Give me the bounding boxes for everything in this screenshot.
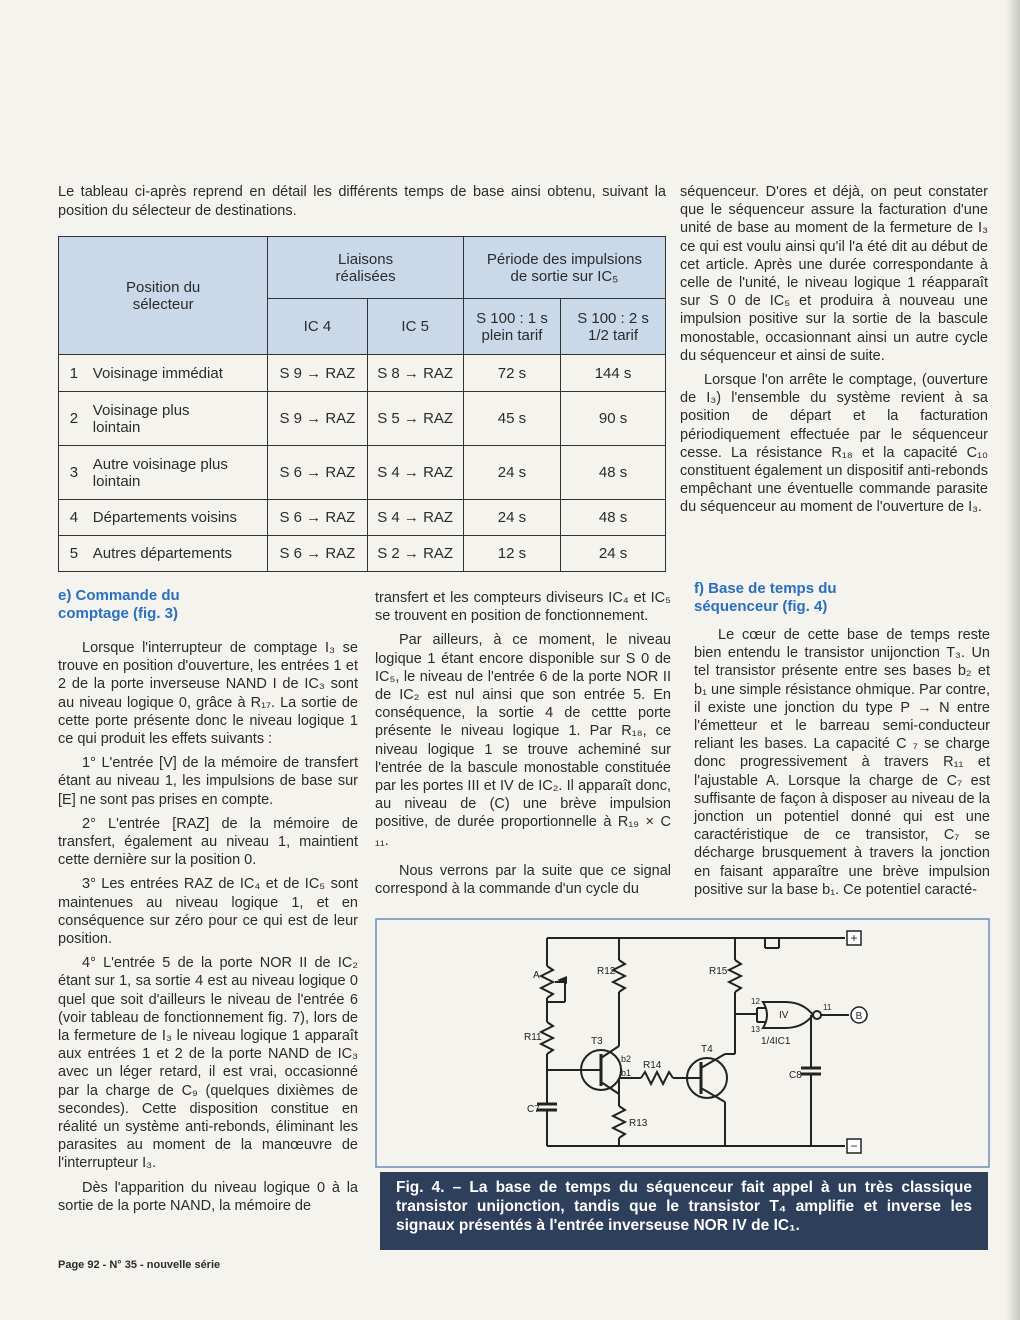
label-pin13: 13 — [751, 1025, 760, 1034]
paragraph: 2° L'entrée [RAZ] de la mémoire de transfert, également au niveau 1, maintient cette dernière sur la position 0. — [58, 815, 358, 869]
header-position: Position du sélecteur — [59, 237, 268, 355]
paragraph: 1° L'entrée [V] de la mémoire de transfert étant au niveau 1, les impulsions de base sur [E] ne sont pas prises en compte. — [58, 755, 358, 808]
section-e — [58, 587, 358, 1221]
row-ic5: S 4 → RAZ — [367, 500, 463, 536]
destination-table — [58, 236, 666, 572]
label-b1: b1 — [621, 1068, 632, 1078]
row-ic5: S 5 → RAZ — [367, 392, 463, 446]
row-t2: 144 s — [561, 355, 666, 392]
table-row — [59, 500, 666, 536]
row-t1: 24 s — [463, 500, 560, 536]
label-plus: + — [850, 931, 858, 945]
fig4-schematic — [375, 918, 990, 1168]
row-ic4: S 9 → RAZ — [268, 392, 367, 446]
table-row — [59, 355, 666, 392]
row-t2: 48 s — [561, 446, 666, 500]
label-minus: − — [850, 1139, 858, 1153]
resistor-R14 — [641, 1072, 673, 1084]
row-ic4: S 6 → RAZ — [268, 446, 367, 500]
row-t1: 12 s — [463, 536, 560, 572]
paragraph: Nous verrons par la suite que ce signal correspond à la commande d'un cycle du — [375, 862, 671, 898]
row-label: Autres départements — [89, 536, 268, 572]
row-ic5: S 8 → RAZ — [367, 355, 463, 392]
table-row — [59, 392, 666, 446]
intro-text: Le tableau ci-après reprend en détail les différents temps de base ainsi obtenu, suivant la position du sélecteur de destinations. — [58, 184, 666, 219]
paragraph: séquenceur. D'ores et déjà, on peut constater que le séquenceur assure la facturation d'une unité de base au moment de la fermeture de I₃ ce qui est voulu ainsi qu'il l'a été dit au début de cet article. Après une durée correspondante à celle de l'unité, le niveau logique 1 réapparaît sur S 0 de IC₅ et produira à nouveau une impulsion positive sur la sortie de la bascule monostable, occasionnant ainsi un autre cycle du séquenceur et ainsi de suite. — [680, 184, 988, 364]
resistor-R13 — [613, 1106, 625, 1138]
paragraph: 4° L'entrée 5 de la porte NOR II de IC₂ étant sur 1, sa sortie 4 est au niveau logique 0 quel que soit d'ailleurs le niveau de l'entrée 6 (voir tableau de fonctionnement fig. 7), lors de la fermeture de I₃ le niveau logique 1 apparaît aux entrées 1 et 2 de la porte NAND de IC₃ avec un léger retard, il est vrai, occasionné par la charge de C₉ (quelques dixièmes de secondes). Cette disposition constitue en réalité un système anti-rebonds, éliminant les parasites au moment de la manœuvre de l'interrupteur I₃. — [58, 955, 358, 1172]
row-ic4: S 6 → RAZ — [268, 500, 367, 536]
label-R14: R14 — [643, 1060, 662, 1071]
label-C8: C8 — [789, 1070, 802, 1081]
label-ic: 1/4IC1 — [761, 1036, 791, 1047]
row-number: 1 — [59, 355, 89, 392]
row-ic4: S 6 → RAZ — [268, 536, 367, 572]
row-t2: 24 s — [561, 536, 666, 572]
paragraph: Par ailleurs, à ce moment, le niveau logique 1 étant encore disponible sur S 0 de IC₅, le niveau de l'entrée 6 de la porte NOR II de IC₂ est nul ainsi que son entrée 5. En conséquence, la sortie 4 de cettte porte présente le niveau logique 1. Par R₁₈, ce niveau logique 1 se trouve acheminé sur l'entrée de la bascule monostable constituée par les portes III et IV de IC₂. Il apparaît donc, au niveau de (C) une brève impulsion positive, de durée proportionnelle à R₁₉ × C ₁₁. — [375, 632, 671, 849]
header-periode: Période des impulsions de sortie sur IC₅ — [463, 237, 665, 299]
adjustable-A — [541, 966, 553, 998]
row-t1: 45 s — [463, 392, 560, 446]
middle-column — [375, 589, 671, 904]
row-label: Voisinage plus lointain — [89, 392, 268, 446]
header-s2: S 100 : 2 s 1/2 tarif — [561, 299, 666, 355]
row-number: 4 — [59, 500, 89, 536]
section-f — [694, 580, 990, 905]
section-heading: e) Commande du comptage (fig. 3) — [58, 587, 180, 622]
paragraph: Lorsque l'interrupteur de comptage I₃ se trouve en position d'ouverture, les entrées 1 et 2 de la porte inverseuse NAND I de IC₃ sont au niveau logique 0, grâce à R₁₇. La sortie de cette porte présente donc le niveau logique 1 ce qui produit les effets suivants : — [58, 640, 358, 748]
row-ic5: S 2 → RAZ — [367, 536, 463, 572]
section-heading: f) Base de temps du séquenceur (fig. 4) — [694, 580, 837, 615]
resistor-R15 — [729, 960, 741, 992]
header-liaisons: Liaisons réalisées — [268, 237, 464, 299]
label-T4: T4 — [701, 1044, 713, 1055]
figure-frame — [376, 919, 989, 1167]
label-C7: C7 — [527, 1104, 540, 1115]
right-column-top — [680, 183, 988, 523]
figure-caption: Fig. 4. – La base de temps du séquenceur fait appel à un très classique transistor unijonction, tandis que le transistor T₄ amplifie et inverse les signaux présentés à l'entrée inverseuse NOR IV de IC₁. — [380, 1172, 988, 1250]
label-R13: R13 — [629, 1118, 648, 1129]
paragraph: Dès l'apparition du niveau logique 0 à la sortie de la porte NAND, la mémoire de — [58, 1179, 358, 1214]
row-number: 5 — [59, 536, 89, 572]
paragraph: 3° Les entrées RAZ de IC₄ et de IC₅ sont maintenues au niveau logique 1, et en conséquence sur zéro pour ce qui est de leur position. — [58, 876, 358, 948]
label-R15: R15 — [709, 966, 728, 977]
page-edge-shadow — [1006, 0, 1020, 1320]
paragraph: Le cœur de cette base de temps reste bien entendu le transistor unijonction T₃. Un tel transistor présente entre ses bases b₂ et b₁ une simple résistance ohmique. Par contre, il existe une jonction du type P → N entre l'émetteur et le barreau semi-conducteur reliant les bases. La capacité C ₇ se charge donc progressivement à travers R₁₁ et l'ajustable A. Lorsque la charge de C₇ est suffisante de façon à disposer au niveau de la jonction un potentiel donné qui est une caractéristique de ce transistor, C₇ se décharge brusquement à travers la jonction en faisant apparaître une brève impulsion positive sur la base b₁. Ce potentiel caracté- — [694, 627, 990, 898]
paragraph: Lorsque l'on arrête le comptage, (ouverture de I₃) l'ensemble du système revient à sa position de départ et la facturation périodiquement effectuée par le séquenceur cesse. La résistance R₁₈ et la capacité C₁₀ constituent également un dispositif anti-rebonds empêchant une éventuelle commande parasite du séquenceur au moment de l'ouverture de I₃. — [680, 372, 988, 516]
row-label: Départements voisins — [89, 500, 268, 536]
header-ic5: IC 5 — [367, 299, 463, 355]
label-pin12: 12 — [751, 997, 760, 1006]
label-gate-IV: IV — [779, 1010, 789, 1021]
row-t2: 48 s — [561, 500, 666, 536]
resistor-R11 — [541, 1022, 553, 1054]
row-t1: 24 s — [463, 446, 560, 500]
label-b2: b2 — [621, 1054, 632, 1064]
row-ic5: S 4 → RAZ — [367, 446, 463, 500]
row-t2: 90 s — [561, 392, 666, 446]
label-R12: R12 — [597, 966, 616, 977]
row-label: Autre voisinage plus lointain — [89, 446, 268, 500]
row-number: 3 — [59, 446, 89, 500]
row-label: Voisinage immédiat — [89, 355, 268, 392]
label-R11: R11 — [524, 1032, 542, 1043]
label-B: B — [855, 1011, 863, 1022]
header-ic4: IC 4 — [268, 299, 367, 355]
row-t1: 72 s — [463, 355, 560, 392]
page-footer: Page 92 - N° 35 - nouvelle série — [58, 1259, 221, 1271]
table-row — [59, 446, 666, 500]
label-T3: T3 — [591, 1036, 603, 1047]
row-ic4: S 9 → RAZ — [268, 355, 367, 392]
table-row — [59, 536, 666, 572]
label-pin11: 11 — [823, 1003, 832, 1012]
paragraph: transfert et les compteurs diviseurs IC₄ et IC₅ se trouvent en position de fonctionnement. — [375, 590, 671, 625]
header-s1: S 100 : 1 s plein tarif — [463, 299, 560, 355]
row-number: 2 — [59, 392, 89, 446]
label-A: A — [533, 970, 540, 981]
